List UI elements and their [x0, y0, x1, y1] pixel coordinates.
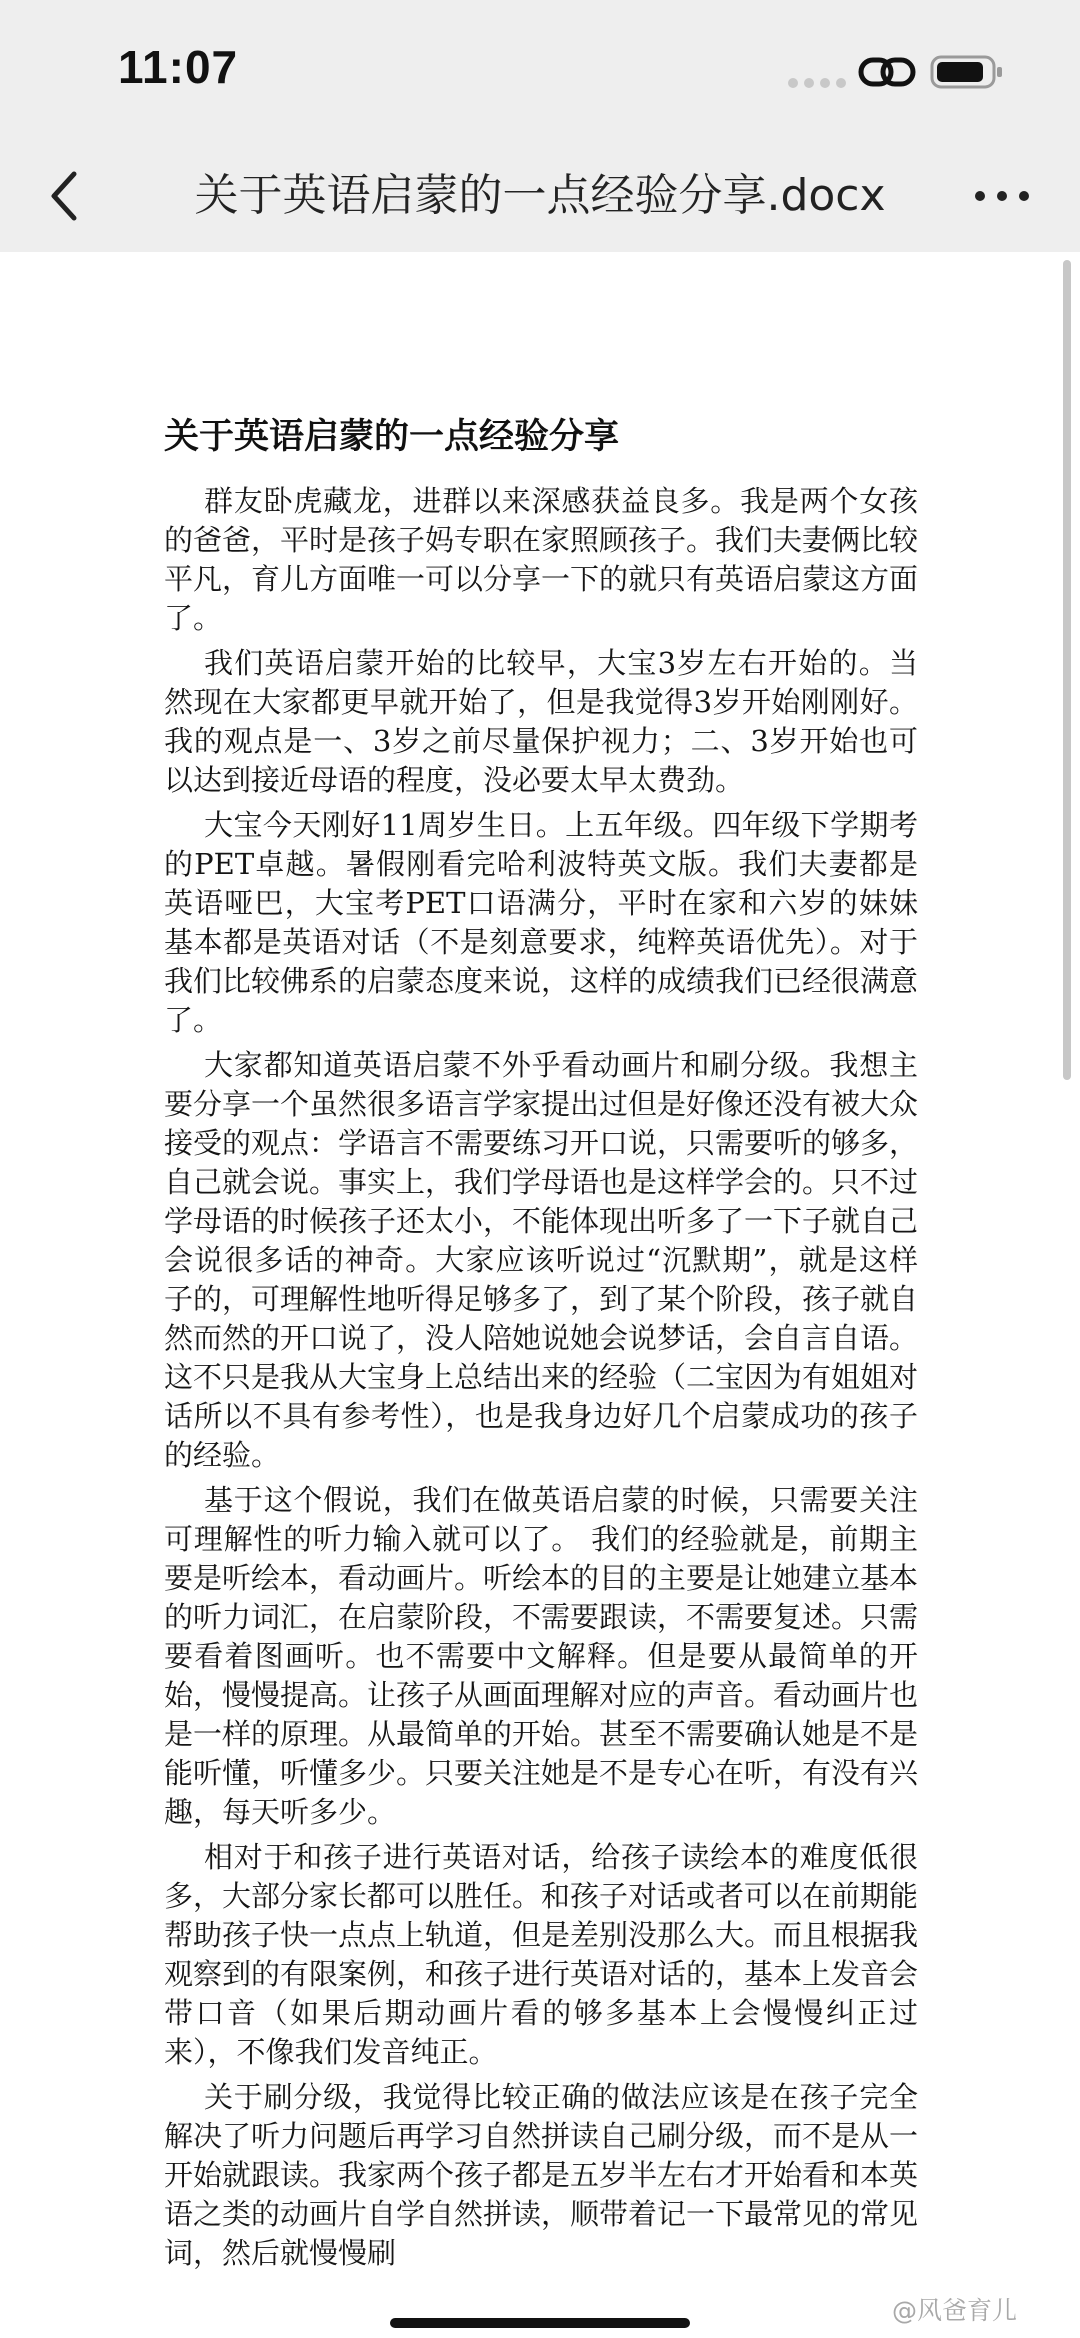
link-icon: [858, 52, 916, 92]
back-button[interactable]: [34, 154, 94, 238]
document-nav-bar: [0, 140, 1080, 252]
document-heading: 关于英语启蒙的一点经验分享: [164, 417, 620, 457]
document-body: [164, 482, 918, 2279]
paragraph: 大宝今天刚好11周岁生日。上五年级。四年级下学期考的PET卓越。暑假刚看完哈利波特英文版。我们夫妻都是英语哑巴，大宝考PET口语满分，平时在家和六岁的妹妹基本都是英语对话（不是刻意要求，纯粹英语优先）。对于我们比较佛系的启蒙态度来说，这样的成绩我们已经很满意了。: [164, 808, 919, 1037]
paragraph: 大家都知道英语启蒙不外乎看动画片和刷分级。我想主要分享一个虽然很多语言学家提出过但是好像还没有被大众接受的观点：学语言不需要练习开口说，只需要听的够多，自己就会说。事实上，我们学母语也是这样学会的。只不过学母语的时候孩子还太小，不能体现出听多了一下子就自己会说很多话的神奇。大家应该听说过“沉默期”，就是这样子的，可理解性地听得足够多了，到了某个阶段，孩子就自然而然的开口说了，没人陪她说她会说梦话，会自言自语。这不只是我从大宝身上总结出来的经验（二宝因为有姐姐对话所以不具有参考性），也是我身边好几个启蒙成功的孩子的经验。: [164, 1048, 919, 1472]
battery-icon: [930, 55, 1004, 89]
signal-dots-icon: [788, 78, 848, 88]
paragraph: 关于刷分级，我觉得比较正确的做法应该是在孩子完全解决了听力问题后再学习自然拼读自己刷分级，而不是从一开始就跟读。我家两个孩子都是五岁半左右才开始看和本英语之类的动画片自学自然拼读，顺带着记一下最常见的常见词，然后就慢慢刷: [164, 2080, 919, 2270]
chevron-left-icon: [46, 168, 82, 224]
paragraph: 群友卧虎藏龙，进群以来深感获益良多。我是两个女孩的爸爸，平时是孩子妈专职在家照顾孩子。我们夫妻俩比较平凡，育儿方面唯一可以分享一下的就只有英语启蒙这方面了。: [164, 484, 919, 635]
status-time: 11:07: [118, 41, 239, 93]
paragraph: 我们英语启蒙开始的比较早，大宝3岁左右开始的。当然现在大家都更早就开始了，但是我觉得3岁开始刚刚好。我的观点是一、3岁之前尽量保护视力；二、3岁开始也可以达到接近母语的程度，没必要太早太费劲。: [164, 646, 918, 797]
watermark: @风爸育儿: [892, 2296, 1018, 2325]
document-title: 关于英语启蒙的一点经验分享.docx: [194, 170, 886, 221]
paragraph: 相对于和孩子进行英语对话，给孩子读绘本的难度低很多，大部分家长都可以胜任。和孩子对话或者可以在前期能帮助孩子快一点点上轨道，但是差别没那么大。而且根据我观察到的有限案例，和孩子进行英语对话的，基本上发音会带口音（如果后期动画片看的够多基本上会慢慢纠正过来），不像我们发音纯正。: [164, 1840, 919, 2069]
paragraph: 基于这个假说，我们在做英语启蒙的时候，只需要关注可理解性的听力输入就可以了。 我们的经验就是，前期主要是听绘本，看动画片。听绘本的目的主要是让她建立基本的听力词汇，在启蒙阶段，不需要跟读，不需要复述。只需要看着图画听。也不需要中文解释。但是要从最简单的开始，慢慢提高。让孩子从画面理解对应的声音。看动画片也是一样的原理。从最简单的开始。甚至不需要确认她是不是能听懂，听懂多少。只要关注她是不是专心在听，有没有兴趣，每天听多少。: [164, 1483, 919, 1829]
status-bar: [0, 0, 1080, 140]
scrollbar[interactable]: [1063, 260, 1071, 1080]
home-indicator[interactable]: [390, 2318, 690, 2328]
more-options-button[interactable]: [970, 170, 1034, 222]
document-viewer[interactable]: [0, 252, 1080, 2338]
ellipsis-icon: [972, 189, 1032, 203]
